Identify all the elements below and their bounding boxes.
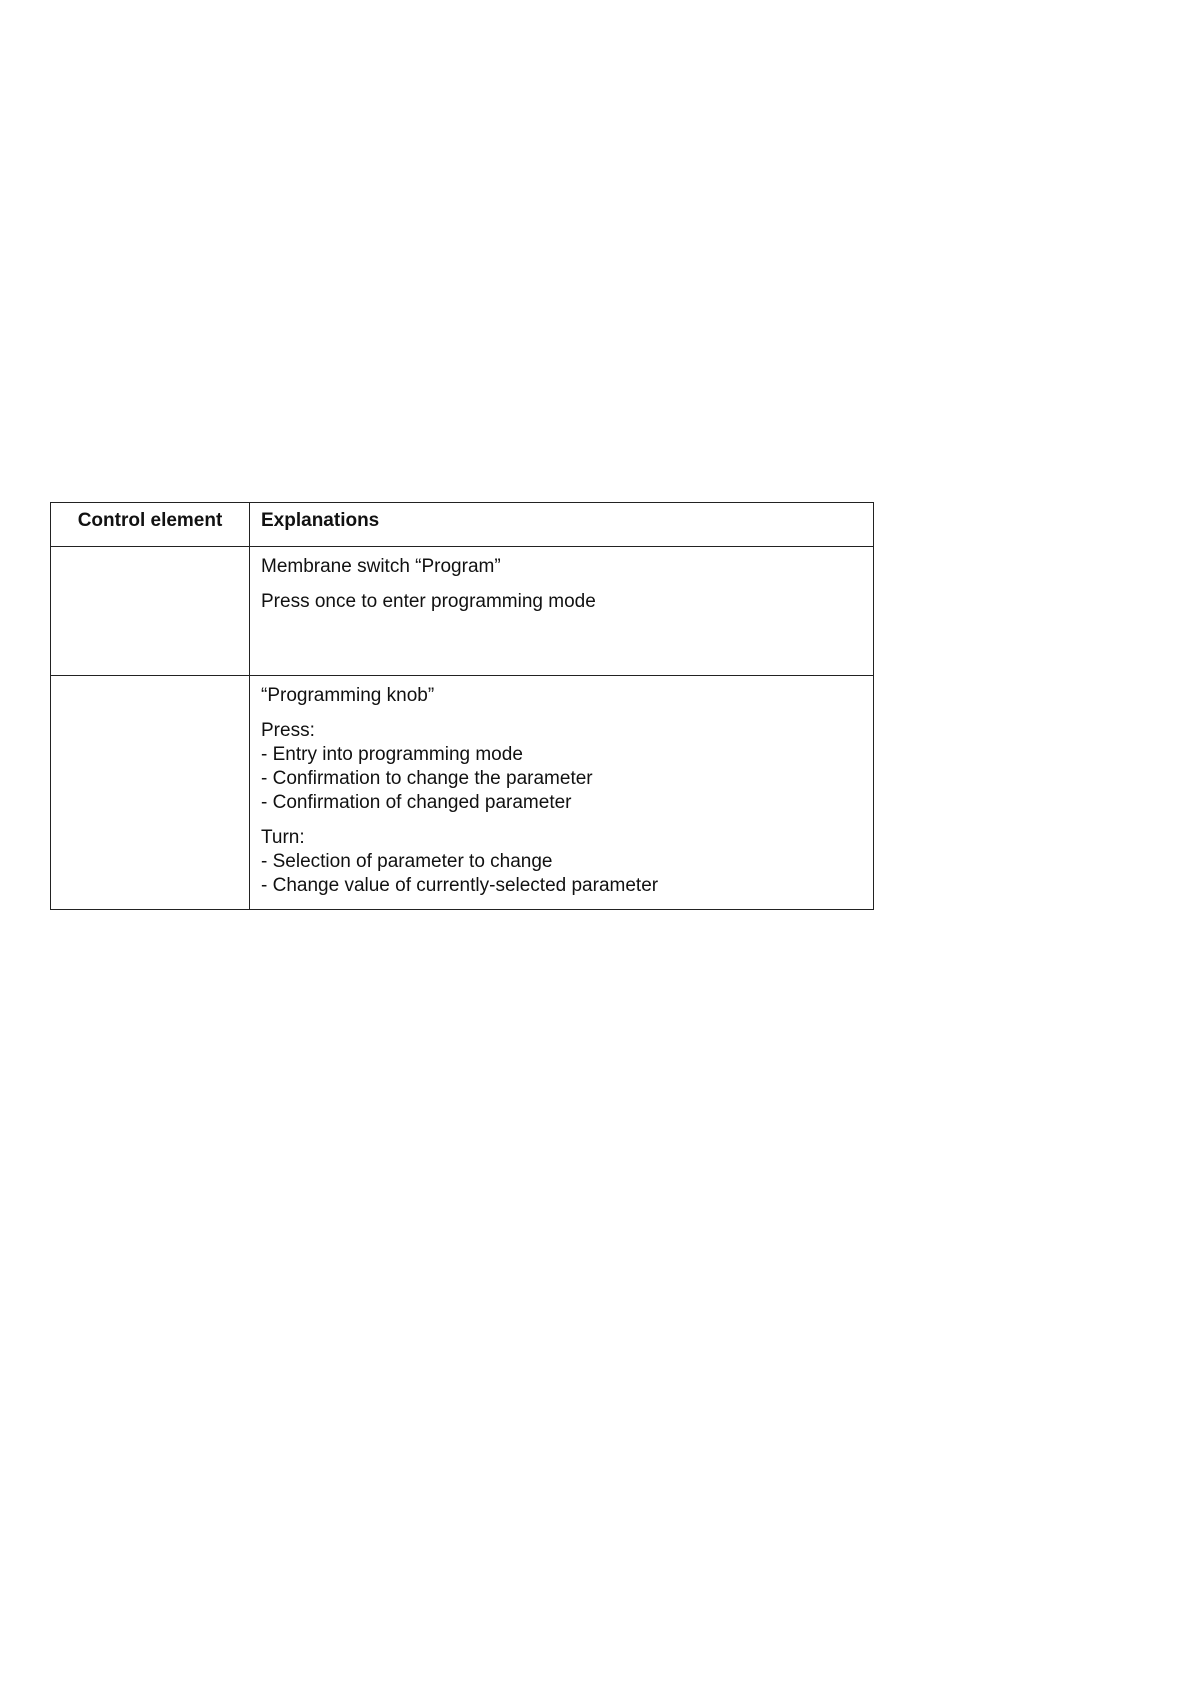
table-row (51, 676, 874, 910)
explanation-paragraph (261, 719, 862, 815)
explanation-paragraph (261, 826, 862, 898)
header-explanations: Explanations (250, 503, 874, 547)
explanation-title: “Programming knob” (261, 685, 435, 706)
explanation-line: - Selection of parameter to change (261, 851, 553, 872)
explanation-line: Press once to enter programming mode (261, 591, 596, 612)
explanation-line: - Confirmation to change the parameter (261, 768, 593, 789)
explanation-line: Turn: (261, 827, 305, 848)
explanation-cell (250, 547, 874, 676)
explanation-paragraph (261, 590, 862, 614)
explanation-line: - Change value of currently-selected parameter (261, 875, 659, 896)
header-control-element: Control element (51, 503, 250, 547)
control-element-cell (51, 547, 250, 676)
table-row (51, 547, 874, 676)
control-elements-table (50, 502, 874, 910)
explanation-line: - Confirmation of changed parameter (261, 792, 572, 813)
explanation-title: Membrane switch “Program” (261, 556, 501, 577)
table-header-row (51, 503, 874, 547)
explanation-line: Press: (261, 720, 315, 741)
control-element-cell (51, 676, 250, 910)
explanation-line: - Entry into programming mode (261, 744, 523, 765)
explanation-cell (250, 676, 874, 910)
